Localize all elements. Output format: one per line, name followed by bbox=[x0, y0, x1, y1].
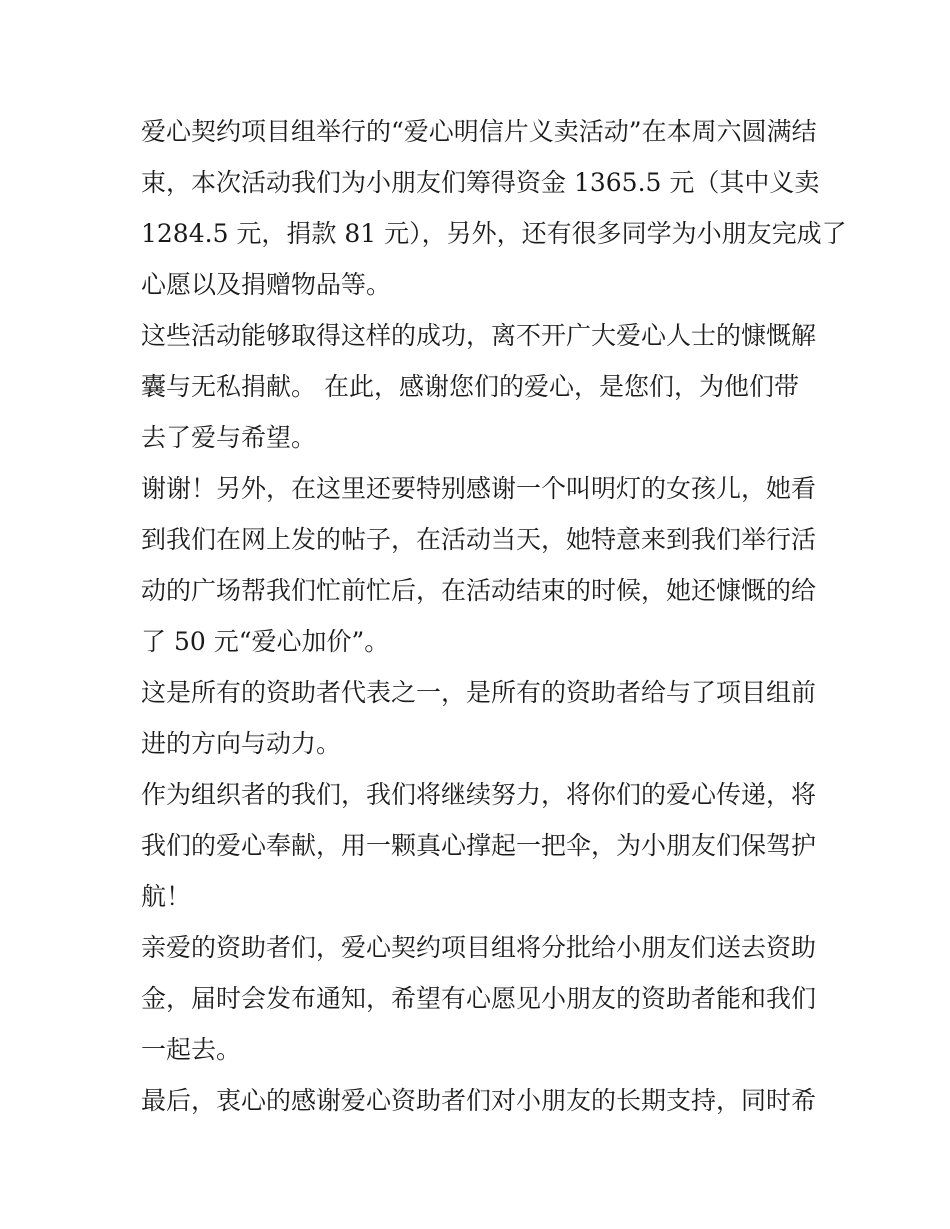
paragraph-notice bbox=[141, 922, 817, 1075]
text-line: 航！ bbox=[141, 882, 192, 911]
text-line: 动的广场帮我们忙前忙后，在活动结束的时候，她还慷慨的给 bbox=[141, 576, 817, 605]
paragraph-sale-result bbox=[141, 106, 847, 310]
paragraph-thanks-donors bbox=[141, 310, 817, 463]
text-line: 谢谢！另外，在这里还要特别感谢一个叫明灯的女孩儿，她看 bbox=[141, 474, 817, 503]
text-line: 了 50 元“爱心加价”。 bbox=[141, 627, 390, 656]
text-line: 束，本次活动我们为小朋友们筹得资金 1365.5 元（其中义卖 bbox=[141, 168, 820, 197]
text-line: 囊与无私捐献。 在此，感谢您们的爱心，是您们，为他们带 bbox=[141, 372, 799, 401]
text-line: 我们的爱心奉献，用一颗真心撑起一把伞，为小朋友们保驾护 bbox=[141, 831, 817, 860]
text-line: 心愿以及捐赠物品等。 bbox=[141, 270, 392, 299]
paragraph-representative bbox=[141, 667, 817, 769]
text-line: 1284.5 元，捐款 81 元），另外，还有很多同学为小朋友完成了 bbox=[141, 219, 847, 248]
text-line: 一起去。 bbox=[141, 1035, 242, 1064]
paragraph-special-thanks bbox=[141, 463, 817, 667]
text-line: 爱心契约项目组举行的“爱心明信片义卖活动”在本周六圆满结 bbox=[141, 117, 817, 146]
text-line: 进的方向与动力。 bbox=[141, 729, 342, 758]
text-line: 金，届时会发布通知，希望有心愿见小朋友的资助者能和我们 bbox=[141, 984, 817, 1013]
document-body bbox=[141, 106, 847, 1126]
text-line: 到我们在网上发的帖子，在活动当天，她特意来到我们举行活 bbox=[141, 525, 817, 554]
text-line: 这些活动能够取得这样的成功，离不开广大爱心人士的慷慨解 bbox=[141, 321, 817, 350]
text-line: 去了爱与希望。 bbox=[141, 423, 317, 452]
paragraph-organizers bbox=[141, 769, 817, 922]
text-line: 这是所有的资助者代表之一，是所有的资助者给与了项目组前 bbox=[141, 678, 817, 707]
text-line: 最后，衷心的感谢爱心资助者们对小朋友的长期支持，同时希 bbox=[141, 1086, 817, 1115]
paragraph-closing bbox=[141, 1075, 817, 1126]
text-line: 亲爱的资助者们，爱心契约项目组将分批给小朋友们送去资助 bbox=[141, 933, 817, 962]
text-line: 作为组织者的我们，我们将继续努力，将你们的爱心传递，将 bbox=[141, 780, 817, 809]
